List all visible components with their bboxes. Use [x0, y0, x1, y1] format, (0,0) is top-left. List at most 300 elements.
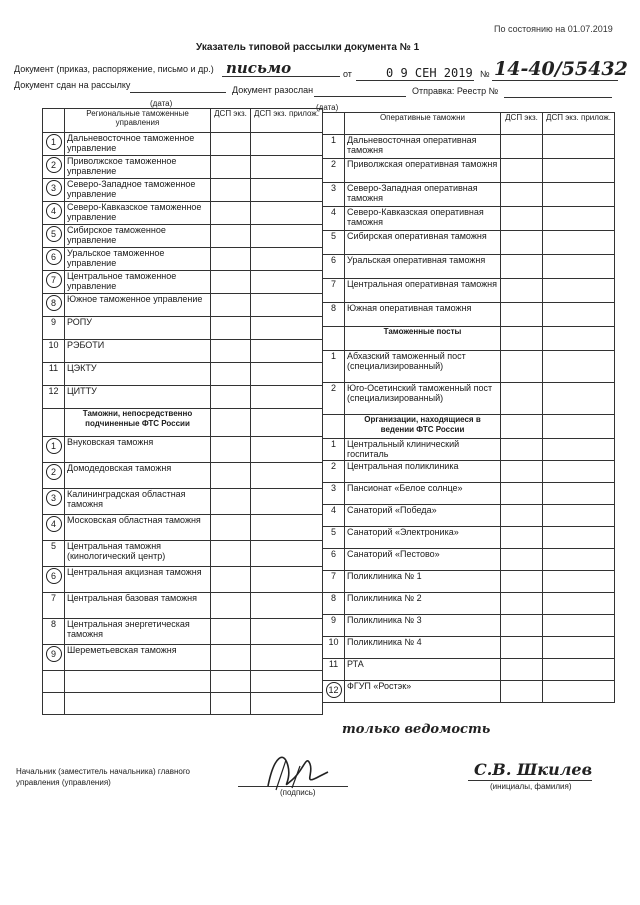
- right-operational-row: [323, 279, 615, 303]
- left-regional-row-dsp-app: [251, 317, 323, 340]
- right-orgs-row-dsp-app: [543, 681, 615, 703]
- left-regional-row: [43, 271, 323, 294]
- right-posts-row-dsp-app: [543, 383, 615, 415]
- left-customs-row-name: Шереметьевская таможня: [65, 645, 211, 671]
- right-orgs-row: [323, 659, 615, 681]
- left-customs-row: [43, 619, 323, 645]
- left-customs-row-dsp-app: [251, 567, 323, 593]
- right-orgs-row-dsp: [501, 439, 543, 461]
- left-regional-row: [43, 386, 323, 409]
- left-customs-row-name: Калининградская областная таможня: [65, 489, 211, 515]
- left-customs-row: [43, 593, 323, 619]
- name-line: [468, 780, 592, 781]
- page-title: Указатель типовой рассылки документа № 1: [196, 42, 420, 53]
- left-regional-row-number: [43, 317, 65, 340]
- left-customs-row-number: [43, 515, 65, 541]
- left-regional-row: [43, 133, 323, 156]
- row-number-text: 8: [330, 303, 336, 313]
- right-orgs-row-name: Санаторий «Пестово»: [345, 549, 501, 571]
- right-orgs-row-number: [323, 593, 345, 615]
- right-section2-dsp-app: [543, 327, 615, 351]
- date-caption-right: (дата): [316, 103, 339, 112]
- name-caption: (инициалы, фамилия): [490, 782, 572, 791]
- circled-number-mark: 2: [46, 464, 62, 480]
- row-number-text: 9: [50, 317, 56, 327]
- right-orgs-row-dsp-app: [543, 571, 615, 593]
- left-customs-row-dsp: [211, 515, 251, 541]
- right-operational-row: [323, 303, 615, 327]
- right-orgs-row-number: [323, 461, 345, 483]
- right-operational-row-number: [323, 303, 345, 327]
- left-regional-row-name: Северо-Кавказское таможенное управление: [65, 202, 211, 225]
- right-orgs-row-dsp-app: [543, 527, 615, 549]
- left-customs-row: [43, 515, 323, 541]
- left-regional-row-name: Дальневосточное таможенное управление: [65, 133, 211, 156]
- right-header-dsp-app: ДСП экз. прилож.: [543, 113, 615, 135]
- left-regional-row: [43, 340, 323, 363]
- right-posts-row: [323, 351, 615, 383]
- left-regional-row-name: ЦЭКТУ: [65, 363, 211, 386]
- left-customs-row: [43, 567, 323, 593]
- right-orgs-row-name: Поликлиника № 1: [345, 571, 501, 593]
- right-orgs-row-dsp: [501, 483, 543, 505]
- sent-label: Отправка: Реестр №: [412, 86, 499, 96]
- row-number-text: 9: [330, 615, 336, 625]
- left-regional-row-dsp: [211, 133, 251, 156]
- left-regional-row-dsp-app: [251, 386, 323, 409]
- left-regional-row-dsp-app: [251, 225, 323, 248]
- left-regional-row: [43, 179, 323, 202]
- circled-number-mark: 3: [46, 180, 62, 196]
- right-posts-row-name: Абхазский таможенный пост (специализированный): [345, 351, 501, 383]
- left-empty-cell: [251, 671, 323, 693]
- right-operational-row-dsp-app: [543, 279, 615, 303]
- right-operational-row-dsp: [501, 255, 543, 279]
- number-line: [492, 80, 618, 81]
- right-orgs-row-dsp-app: [543, 637, 615, 659]
- left-header-name: Региональные таможенные управления: [65, 109, 211, 133]
- row-number-text: 4: [330, 207, 336, 217]
- left-regional-row-dsp-app: [251, 202, 323, 225]
- left-regional-row-dsp-app: [251, 271, 323, 294]
- row-number-text: 2: [330, 461, 336, 471]
- status-note: По состоянию на 01.07.2019: [494, 24, 613, 34]
- row-number-text: 4: [330, 505, 336, 515]
- right-orgs-row: [323, 439, 615, 461]
- signature-caption: (подпись): [280, 788, 316, 797]
- left-regional-row: [43, 156, 323, 179]
- right-section2-title: Таможенные посты: [345, 327, 501, 351]
- left-customs-row-name: Домодедовская таможня: [65, 463, 211, 489]
- right-section3-dsp-app: [543, 415, 615, 439]
- left-customs-row-dsp-app: [251, 619, 323, 645]
- right-operational-row-name: Приволжская оперативная таможня: [345, 159, 501, 183]
- circled-number-mark: 12: [326, 682, 342, 698]
- right-orgs-row-name: Центральный клинический госпиталь: [345, 439, 501, 461]
- number-value: 14-40/55432: [494, 58, 628, 80]
- sent-line: [504, 97, 612, 98]
- right-orgs-row: [323, 615, 615, 637]
- left-regional-row-name: ЦИТТУ: [65, 386, 211, 409]
- left-regional-row-number: [43, 133, 65, 156]
- left-header-dsp-app: ДСП экз. прилож.: [251, 109, 323, 133]
- left-customs-row-dsp: [211, 541, 251, 567]
- left-regional-row-dsp: [211, 179, 251, 202]
- right-orgs-row-dsp: [501, 593, 543, 615]
- right-operational-row-dsp: [501, 183, 543, 207]
- left-regional-row: [43, 363, 323, 386]
- left-customs-row-number: [43, 463, 65, 489]
- right-operational-row-number: [323, 255, 345, 279]
- circled-number-mark: 6: [46, 568, 62, 584]
- right-operational-row: [323, 135, 615, 159]
- left-customs-row-dsp-app: [251, 541, 323, 567]
- right-orgs-row-dsp: [501, 637, 543, 659]
- right-operational-row-number: [323, 159, 345, 183]
- left-customs-row-name: Центральная базовая таможня: [65, 593, 211, 619]
- row-number-text: 5: [330, 231, 336, 241]
- left-customs-row-dsp-app: [251, 489, 323, 515]
- row-number-text: 1: [330, 135, 336, 145]
- left-customs-row-dsp-app: [251, 437, 323, 463]
- left-customs-row-number: [43, 489, 65, 515]
- right-operational-row-dsp-app: [543, 135, 615, 159]
- right-posts-row-number: [323, 351, 345, 383]
- right-orgs-row-name: РТА: [345, 659, 501, 681]
- right-operational-row-dsp: [501, 303, 543, 327]
- left-regional-row-number: [43, 202, 65, 225]
- left-customs-row-number: [43, 541, 65, 567]
- dispatched-label: Документ разослан: [232, 85, 314, 95]
- circled-number-mark: 9: [46, 646, 62, 662]
- left-regional-row-dsp: [211, 294, 251, 317]
- row-number-text: 10: [328, 637, 339, 647]
- right-section2-num: [323, 327, 345, 351]
- left-regional-row-name: Северо-Западное таможенное управление: [65, 179, 211, 202]
- right-operational-row-name: Южная оперативная таможня: [345, 303, 501, 327]
- left-section2-dsp-app: [251, 409, 323, 437]
- right-orgs-row-dsp: [501, 681, 543, 703]
- left-regional-row-name: Южное таможенное управление: [65, 294, 211, 317]
- right-operational-row-dsp-app: [543, 207, 615, 231]
- left-regional-row-dsp: [211, 248, 251, 271]
- name-handwritten: С.В. Шкилев: [474, 760, 593, 779]
- left-regional-row-number: [43, 294, 65, 317]
- left-regional-row: [43, 225, 323, 248]
- right-orgs-row-dsp-app: [543, 505, 615, 527]
- left-regional-row-number: [43, 363, 65, 386]
- left-customs-row: [43, 463, 323, 489]
- right-orgs-row: [323, 571, 615, 593]
- left-section2-num: [43, 409, 65, 437]
- left-empty-cell: [43, 671, 65, 693]
- right-operational-row-number: [323, 183, 345, 207]
- right-posts-row-number: [323, 383, 345, 415]
- left-customs-row-number: [43, 593, 65, 619]
- delivered-line: [130, 92, 226, 93]
- date-line: [356, 80, 474, 81]
- circled-number-mark: 4: [46, 203, 62, 219]
- left-customs-row-dsp: [211, 567, 251, 593]
- right-section3-title: Организации, находящиеся в ведении ФТС России: [345, 415, 501, 439]
- left-regional-row-dsp: [211, 225, 251, 248]
- left-regional-row-number: [43, 156, 65, 179]
- right-orgs-row: [323, 483, 615, 505]
- left-customs-row-name: Центральная таможня (кинологический центр): [65, 541, 211, 567]
- right-orgs-row-name: Поликлиника № 3: [345, 615, 501, 637]
- right-orgs-row-name: Центральная поликлиника: [345, 461, 501, 483]
- row-number-text: 1: [330, 351, 336, 361]
- right-orgs-row: [323, 549, 615, 571]
- left-customs-row-dsp: [211, 619, 251, 645]
- left-customs-row: [43, 489, 323, 515]
- left-regional-row-dsp: [211, 363, 251, 386]
- left-regional-row-number: [43, 271, 65, 294]
- left-customs-row-dsp: [211, 437, 251, 463]
- left-customs-row-name: Центральная акцизная таможня: [65, 567, 211, 593]
- right-orgs-row-dsp-app: [543, 549, 615, 571]
- left-regional-row-name: Сибирское таможенное управление: [65, 225, 211, 248]
- right-distribution-table: [322, 112, 615, 703]
- left-regional-row-number: [43, 179, 65, 202]
- left-regional-row-number: [43, 340, 65, 363]
- left-regional-row-name: РОПУ: [65, 317, 211, 340]
- right-operational-row-dsp: [501, 279, 543, 303]
- left-regional-row: [43, 202, 323, 225]
- right-orgs-row-number: [323, 549, 345, 571]
- left-empty-cell: [43, 693, 65, 715]
- left-regional-row-number: [43, 386, 65, 409]
- right-operational-row-dsp-app: [543, 231, 615, 255]
- circled-number-mark: 2: [46, 157, 62, 173]
- number-label: №: [480, 69, 490, 79]
- right-operational-row-dsp: [501, 231, 543, 255]
- left-regional-row-dsp: [211, 156, 251, 179]
- doc-type-value: письмо: [226, 59, 292, 77]
- dispatched-line: [314, 96, 406, 97]
- circled-number-mark: 3: [46, 490, 62, 506]
- signatory-label: [16, 766, 196, 788]
- left-customs-row: [43, 645, 323, 671]
- left-regional-row-name: Приволжское таможенное управление: [65, 156, 211, 179]
- right-orgs-row-dsp: [501, 659, 543, 681]
- left-customs-row-dsp-app: [251, 593, 323, 619]
- left-empty-cell: [65, 693, 211, 715]
- row-number-text: 10: [48, 340, 59, 350]
- circled-number-mark: 1: [46, 134, 62, 150]
- left-customs-row-dsp-app: [251, 515, 323, 541]
- left-regional-row-dsp: [211, 271, 251, 294]
- left-customs-row-name: Внуковская таможня: [65, 437, 211, 463]
- right-orgs-row-number: [323, 527, 345, 549]
- left-customs-row-number: [43, 567, 65, 593]
- date-stamp: 0 9 СЕН 2019: [386, 66, 473, 80]
- right-orgs-row-number: [323, 681, 345, 703]
- left-regional-row-dsp-app: [251, 133, 323, 156]
- right-operational-row-dsp-app: [543, 183, 615, 207]
- right-orgs-row-dsp: [501, 571, 543, 593]
- left-header-dsp: ДСП экз.: [211, 109, 251, 133]
- signature-mark: [262, 746, 332, 794]
- left-customs-row-number: [43, 437, 65, 463]
- right-operational-row-number: [323, 279, 345, 303]
- right-orgs-row-number: [323, 637, 345, 659]
- circled-number-mark: 6: [46, 249, 62, 265]
- right-orgs-row-name: Поликлиника № 2: [345, 593, 501, 615]
- row-number-text: 12: [48, 386, 59, 396]
- right-orgs-row: [323, 505, 615, 527]
- row-number-text: 8: [50, 619, 56, 629]
- right-operational-row-dsp-app: [543, 255, 615, 279]
- left-customs-row-dsp: [211, 645, 251, 671]
- left-regional-row-name: Уральское таможенное управление: [65, 248, 211, 271]
- left-regional-row-dsp-app: [251, 363, 323, 386]
- left-regional-row-dsp: [211, 317, 251, 340]
- left-customs-row-dsp: [211, 463, 251, 489]
- right-operational-row: [323, 207, 615, 231]
- left-header-num: [43, 109, 65, 133]
- right-posts-row-dsp: [501, 351, 543, 383]
- right-operational-row-name: Дальневосточная оперативная таможня: [345, 135, 501, 159]
- right-posts-row: [323, 383, 615, 415]
- row-number-text: 7: [330, 571, 336, 581]
- right-orgs-row-number: [323, 439, 345, 461]
- right-orgs-row-name: Санаторий «Электроника»: [345, 527, 501, 549]
- left-regional-row-dsp: [211, 386, 251, 409]
- right-orgs-row: [323, 593, 615, 615]
- left-regional-row-dsp-app: [251, 340, 323, 363]
- right-operational-row: [323, 231, 615, 255]
- right-orgs-row-dsp-app: [543, 615, 615, 637]
- left-empty-cell: [251, 693, 323, 715]
- right-orgs-row-name: ФГУП «Ростэк»: [345, 681, 501, 703]
- right-orgs-row: [323, 637, 615, 659]
- right-section3-dsp: [501, 415, 543, 439]
- circled-number-mark: 4: [46, 516, 62, 532]
- right-orgs-row: [323, 681, 615, 703]
- right-orgs-row-dsp: [501, 505, 543, 527]
- left-regional-row-name: РЭБОТИ: [65, 340, 211, 363]
- circled-number-mark: 8: [46, 295, 62, 311]
- row-number-text: 1: [330, 439, 336, 449]
- row-number-text: 5: [50, 541, 56, 551]
- right-operational-row: [323, 255, 615, 279]
- row-number-text: 11: [328, 659, 339, 669]
- right-section2-dsp: [501, 327, 543, 351]
- right-operational-row-dsp-app: [543, 159, 615, 183]
- left-regional-row-dsp-app: [251, 248, 323, 271]
- right-orgs-row-dsp-app: [543, 659, 615, 681]
- from-label: от: [343, 69, 352, 79]
- left-section2-dsp: [211, 409, 251, 437]
- right-operational-row-name: Северо-Западная оперативная таможня: [345, 183, 501, 207]
- left-customs-row-dsp-app: [251, 463, 323, 489]
- row-number-text: 7: [330, 279, 336, 289]
- right-header-num: [323, 113, 345, 135]
- delivered-label: Документ сдан на рассылку: [14, 80, 131, 90]
- left-regional-row-dsp-app: [251, 156, 323, 179]
- right-operational-row-number: [323, 207, 345, 231]
- left-empty-cell: [65, 671, 211, 693]
- row-number-text: 8: [330, 593, 336, 603]
- right-operational-row-name: Уральская оперативная таможня: [345, 255, 501, 279]
- row-number-text: 6: [330, 255, 336, 265]
- signatory-text: Начальник (заместитель начальника) главного управления (управления): [16, 767, 191, 787]
- left-regional-row: [43, 317, 323, 340]
- left-regional-row-dsp-app: [251, 179, 323, 202]
- right-operational-row-name: Центральная оперативная таможня: [345, 279, 501, 303]
- left-customs-row-dsp: [211, 593, 251, 619]
- left-customs-row: [43, 437, 323, 463]
- row-number-text: 11: [48, 363, 59, 373]
- right-orgs-row-dsp-app: [543, 439, 615, 461]
- right-header-name: Оперативные таможни: [345, 113, 501, 135]
- circled-number-mark: 5: [46, 226, 62, 242]
- left-customs-row-dsp-app: [251, 645, 323, 671]
- right-operational-row: [323, 183, 615, 207]
- right-posts-row-dsp-app: [543, 351, 615, 383]
- right-operational-row-name: Северо-Кавказская оперативная таможня: [345, 207, 501, 231]
- right-orgs-row-dsp-app: [543, 461, 615, 483]
- right-orgs-row-dsp-app: [543, 483, 615, 505]
- right-orgs-row-dsp: [501, 461, 543, 483]
- right-orgs-row-number: [323, 571, 345, 593]
- row-number-text: 2: [330, 159, 336, 169]
- handwritten-note: только ведомость: [342, 722, 491, 737]
- right-orgs-row-number: [323, 483, 345, 505]
- right-operational-row-dsp: [501, 207, 543, 231]
- right-orgs-row-name: Поликлиника № 4: [345, 637, 501, 659]
- right-orgs-row-name: Пансионат «Белое солнце»: [345, 483, 501, 505]
- right-operational-row-dsp-app: [543, 303, 615, 327]
- row-number-text: 7: [50, 593, 56, 603]
- left-empty-cell: [211, 671, 251, 693]
- right-posts-row-name: Юго-Осетинский таможенный пост (специализированный): [345, 383, 501, 415]
- circled-number-mark: 7: [46, 272, 62, 288]
- left-regional-row-number: [43, 248, 65, 271]
- right-orgs-row-number: [323, 615, 345, 637]
- left-customs-row-name: Центральная энергетическая таможня: [65, 619, 211, 645]
- right-orgs-row-number: [323, 505, 345, 527]
- row-number-text: 3: [330, 183, 336, 193]
- right-operational-row-number: [323, 135, 345, 159]
- right-posts-row-dsp: [501, 383, 543, 415]
- right-operational-row-number: [323, 231, 345, 255]
- left-customs-row-dsp: [211, 489, 251, 515]
- right-orgs-row: [323, 461, 615, 483]
- row-number-text: 3: [330, 483, 336, 493]
- left-regional-row: [43, 294, 323, 317]
- right-operational-row: [323, 159, 615, 183]
- doc-type-label: Документ (приказ, распоряжение, письмо и др.): [14, 64, 214, 74]
- left-distribution-table: [42, 108, 323, 715]
- left-regional-row-dsp: [211, 202, 251, 225]
- right-header-dsp: ДСП экз.: [501, 113, 543, 135]
- right-orgs-row-name: Санаторий «Победа»: [345, 505, 501, 527]
- left-customs-row: [43, 541, 323, 567]
- left-section2-title: Таможни, непосредственно подчиненные ФТС России: [65, 409, 211, 437]
- left-regional-row: [43, 248, 323, 271]
- left-customs-row-number: [43, 645, 65, 671]
- right-orgs-row-number: [323, 659, 345, 681]
- circled-number-mark: 1: [46, 438, 62, 454]
- right-operational-row-dsp: [501, 135, 543, 159]
- left-regional-row-name: Центральное таможенное управление: [65, 271, 211, 294]
- left-empty-cell: [211, 693, 251, 715]
- right-orgs-row-dsp-app: [543, 593, 615, 615]
- left-customs-row-number: [43, 619, 65, 645]
- row-number-text: 5: [330, 527, 336, 537]
